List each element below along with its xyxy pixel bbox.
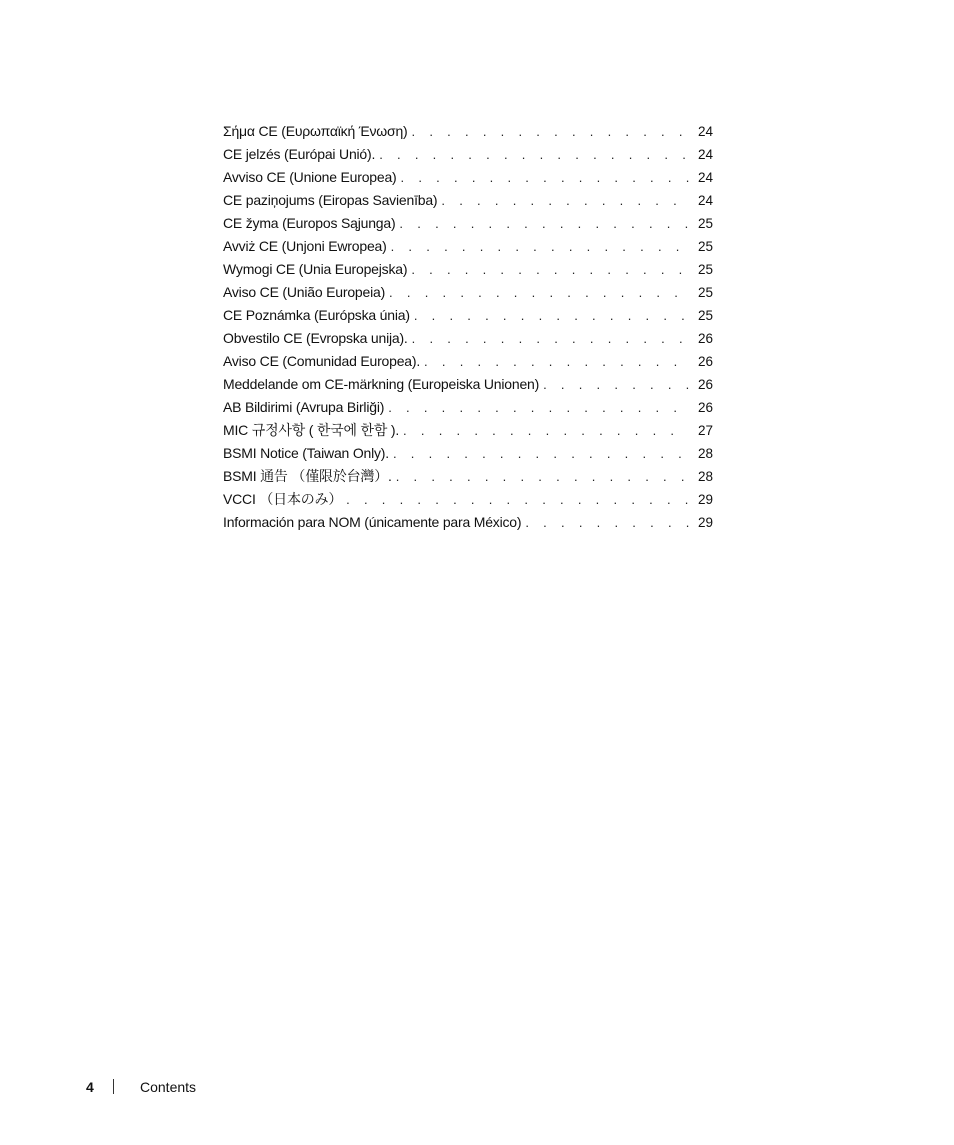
toc-entry-title: Avviż CE (Unjoni Ewropea) xyxy=(223,238,387,254)
toc-entry-page: 29 xyxy=(697,492,713,507)
toc-entry-page: 26 xyxy=(697,354,713,369)
toc-entry-page: 29 xyxy=(697,515,713,530)
toc-dot-leader xyxy=(401,166,689,189)
toc-entry[interactable] xyxy=(223,419,713,442)
toc-entry-title: CE jelzés (Európai Unió). xyxy=(223,146,376,162)
toc-entry[interactable] xyxy=(223,304,713,327)
toc-entry-page: 26 xyxy=(697,331,713,346)
toc-entry[interactable] xyxy=(223,350,713,373)
toc-entry[interactable] xyxy=(223,465,713,488)
toc-dot-leader xyxy=(389,281,689,304)
toc-entry[interactable] xyxy=(223,442,713,465)
toc-entry-page: 25 xyxy=(697,216,713,231)
table-of-contents xyxy=(223,120,713,534)
toc-entry-title: Σήμα CE (Ευρωπαϊκή Ένωση) xyxy=(223,123,408,139)
toc-dot-leader xyxy=(525,511,689,534)
toc-dot-leader xyxy=(403,419,689,442)
toc-dot-leader xyxy=(414,304,689,327)
toc-entry[interactable] xyxy=(223,373,713,396)
toc-entry[interactable] xyxy=(223,235,713,258)
toc-entry-title: Wymogi CE (Unia Europejska) xyxy=(223,261,408,277)
toc-dot-leader xyxy=(399,212,689,235)
toc-dot-leader xyxy=(411,258,689,281)
toc-entry-page: 27 xyxy=(697,423,713,438)
toc-entry[interactable] xyxy=(223,120,713,143)
toc-entry-title: Obvestilo CE (Evropska unija). xyxy=(223,330,408,346)
toc-entry-title: AB Bildirimi (Avrupa Birliği) xyxy=(223,399,385,415)
toc-entry-page: 28 xyxy=(697,469,713,484)
toc-dot-leader xyxy=(388,396,689,419)
toc-entry-page: 26 xyxy=(697,377,713,392)
toc-entry-page: 26 xyxy=(697,400,713,415)
toc-dot-leader xyxy=(424,350,689,373)
toc-entry-title: CE Poznámka (Európska únia) xyxy=(223,307,410,323)
section-name: Contents xyxy=(140,1079,197,1095)
toc-entry[interactable] xyxy=(223,166,713,189)
toc-dot-leader xyxy=(543,373,689,396)
toc-dot-leader xyxy=(391,235,689,258)
toc-entry[interactable] xyxy=(223,396,713,419)
toc-dot-leader xyxy=(396,465,689,488)
toc-entry-title: BSMI 通告 （僅限於台灣）. xyxy=(223,468,392,484)
toc-entry-title: Información para NOM (únicamente para México) xyxy=(223,514,522,530)
toc-dot-leader xyxy=(412,327,689,350)
toc-entry-page: 24 xyxy=(697,124,713,139)
toc-entry-title: Aviso CE (União Europeia) xyxy=(223,284,386,300)
toc-entry[interactable] xyxy=(223,327,713,350)
toc-entry-page: 25 xyxy=(697,239,713,254)
toc-entry-page: 25 xyxy=(697,262,713,277)
toc-entry[interactable] xyxy=(223,258,713,281)
toc-entry-page: 24 xyxy=(697,170,713,185)
toc-dot-leader xyxy=(379,143,689,166)
toc-dot-leader xyxy=(393,442,689,465)
toc-entry-page: 24 xyxy=(697,147,713,162)
toc-dot-leader xyxy=(441,189,689,212)
toc-entry-title: Aviso CE (Comunidad Europea). xyxy=(223,353,421,369)
toc-dot-leader xyxy=(412,120,689,143)
toc-entry-title: VCCI （日本のみ） xyxy=(223,491,343,507)
toc-entry[interactable] xyxy=(223,511,713,534)
toc-entry-title: CE žyma (Europos Sąjunga) xyxy=(223,215,396,231)
toc-entry-page: 28 xyxy=(697,446,713,461)
toc-entry-title: MIC 규정사항 ( 한국에 한함 ). xyxy=(223,422,400,438)
toc-entry[interactable] xyxy=(223,189,713,212)
toc-entry-title: BSMI Notice (Taiwan Only). xyxy=(223,445,389,461)
toc-entry[interactable] xyxy=(223,212,713,235)
toc-entry-page: 25 xyxy=(697,285,713,300)
toc-entry[interactable] xyxy=(223,488,713,511)
toc-entry[interactable] xyxy=(223,143,713,166)
toc-entry-page: 24 xyxy=(697,193,713,208)
page-number: 4 xyxy=(86,1079,94,1095)
toc-entry-title: CE paziņojums (Eiropas Savienība) xyxy=(223,192,438,208)
toc-entry-page: 25 xyxy=(697,308,713,323)
toc-dot-leader xyxy=(346,488,689,511)
toc-entry[interactable] xyxy=(223,281,713,304)
toc-entry-title: Meddelande om CE-märkning (Europeiska Unionen) xyxy=(223,376,540,392)
page-footer xyxy=(0,1076,954,1098)
footer-divider xyxy=(113,1079,114,1094)
toc-entry-title: Avviso CE (Unione Europea) xyxy=(223,169,397,185)
